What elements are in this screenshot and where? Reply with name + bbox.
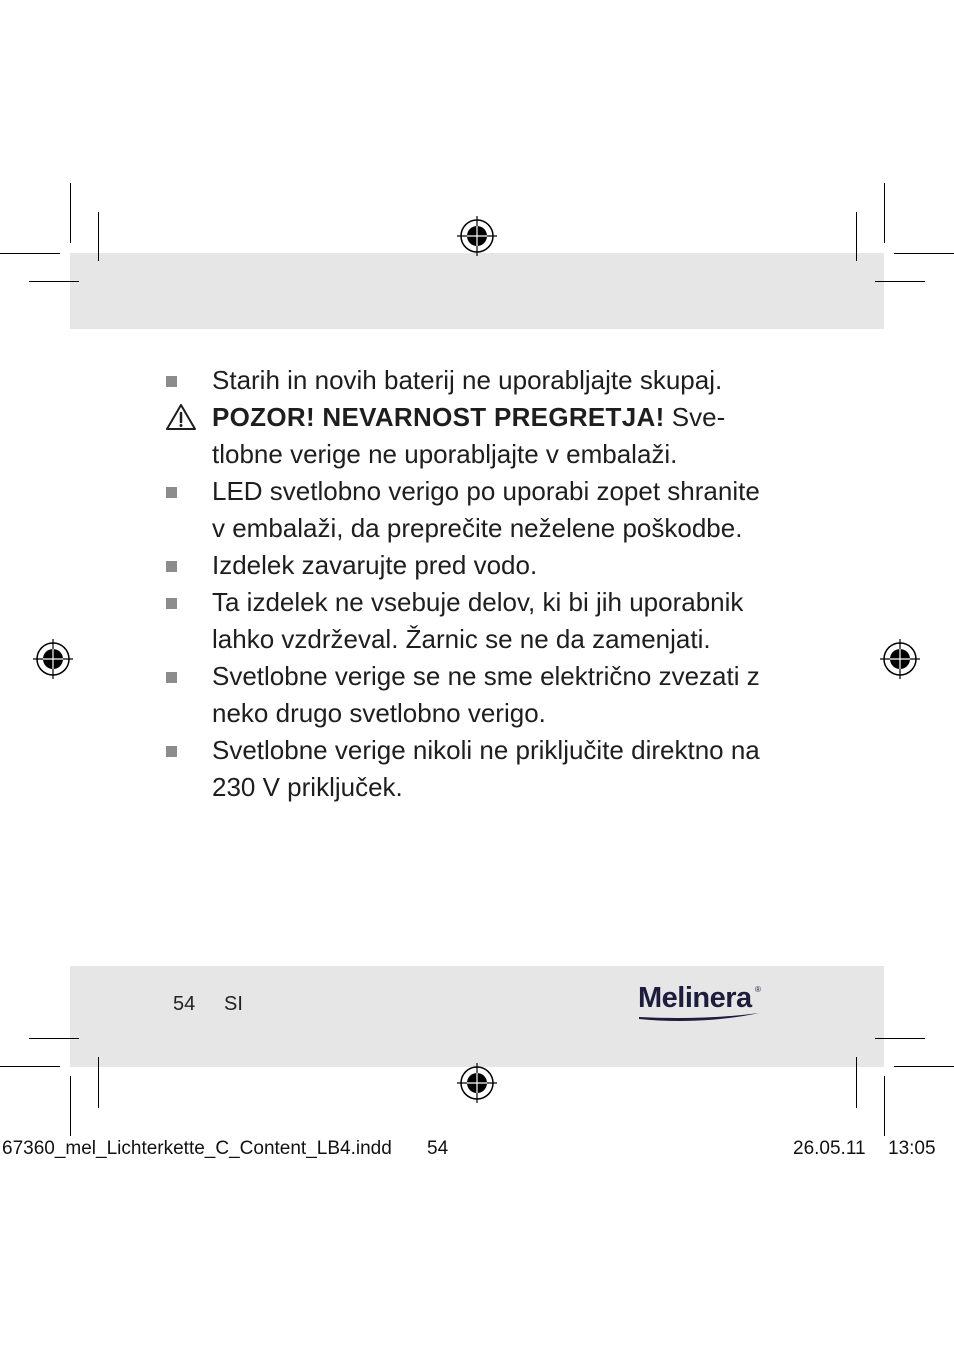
- brand-swoosh-icon: [638, 1010, 760, 1024]
- warning-first-rest: Sve-: [664, 402, 726, 432]
- list-item: [165, 473, 765, 547]
- warning-heading: POZOR! NEVARNOST PREGRETJA!: [212, 402, 665, 432]
- bullet-square-icon: [166, 376, 177, 387]
- item-line: Ta izdelek ne vsebuje delov, ki bi jih uporabnik: [212, 587, 744, 617]
- list-item: [165, 362, 765, 399]
- item-line: [212, 399, 765, 436]
- slug-time: 13:05: [888, 1138, 936, 1159]
- registration-mark-icon: [457, 1063, 497, 1103]
- crop-mark: [0, 253, 60, 254]
- registration-mark-icon: [880, 639, 920, 679]
- brand-logo: [638, 982, 768, 1026]
- crop-mark: [875, 281, 925, 282]
- crop-mark: [894, 253, 954, 254]
- crop-mark: [856, 212, 857, 261]
- crop-mark: [29, 281, 79, 282]
- item-line: v embalaži, da preprečite neželene poškodbe.: [212, 513, 743, 543]
- bullet-square-icon: [166, 561, 177, 572]
- item-line: neko drugo svetlobno verigo.: [212, 698, 546, 728]
- crop-mark: [875, 1038, 925, 1039]
- warning-triangle-icon: [165, 403, 197, 431]
- bullet-square-icon: [166, 746, 177, 757]
- registration-mark-icon: [33, 639, 73, 679]
- bullet-square-icon: [166, 672, 177, 683]
- list-item: [165, 732, 765, 806]
- language-code: SI: [224, 993, 243, 1015]
- safety-instructions: [165, 362, 765, 806]
- crop-mark: [98, 1057, 99, 1108]
- crop-mark: [856, 1057, 857, 1108]
- item-line: Starih in novih baterij ne uporabljajte skupaj.: [212, 365, 723, 395]
- item-line: lahko vzdrževal. Žarnic se ne da zamenjati.: [212, 624, 711, 654]
- list-item: [165, 658, 765, 732]
- item-line: Svetlobne verige nikoli ne priključite direktno na: [212, 735, 760, 765]
- slug-date: 26.05.11: [793, 1138, 866, 1159]
- bullet-square-icon: [166, 598, 177, 609]
- crop-mark: [70, 1076, 71, 1136]
- registration-mark-icon: [457, 216, 497, 256]
- item-line: Svetlobne verige se ne sme električno zvezati z: [212, 661, 760, 691]
- warning-item: [165, 399, 765, 473]
- item-line: 230 V priključek.: [212, 772, 403, 802]
- slug-filename: 67360_mel_Lichterkette_C_Content_LB4.indd: [2, 1138, 392, 1159]
- list-item: [165, 547, 765, 584]
- header-band: [70, 253, 884, 329]
- page-number: 54: [173, 993, 196, 1015]
- crop-mark: [98, 212, 99, 261]
- crop-mark: [884, 1076, 885, 1136]
- crop-mark: [0, 1066, 60, 1067]
- crop-mark: [884, 183, 885, 243]
- item-line: Izdelek zavarujte pred vodo.: [212, 550, 538, 580]
- item-line: tlobne verige ne uporabljajte v embalaži.: [212, 439, 678, 469]
- crop-mark: [70, 183, 71, 243]
- brand-name: Melinera: [638, 982, 752, 1014]
- list-item: [165, 584, 765, 658]
- crop-mark: [29, 1038, 79, 1039]
- item-line: LED svetlobno verigo po uporabi zopet shranite: [212, 476, 760, 506]
- crop-mark: [894, 1066, 954, 1067]
- bullet-square-icon: [166, 487, 177, 498]
- slug-page: 54: [427, 1138, 449, 1159]
- registered-mark: ®: [755, 985, 761, 994]
